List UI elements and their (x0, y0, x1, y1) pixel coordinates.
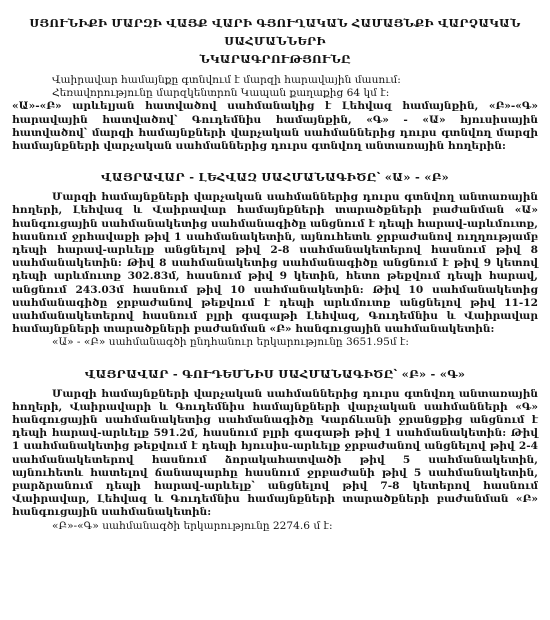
intro-borders: «Ա»-«Բ» արևելյան հատվածով սահմանակից է Լեհվազ համայնքին, «Բ»-«Գ» հարավային հատվածով՝ Գուդեմնիս համայնքին, «Գ» - «Ա» հյուսիսային հատվածով՝ մարզի համայնքների վարչական սահմաններից դուրս գտնվող մարզի համայնքների վարչական սահմաններից դուրս գտնվող անտառային հողերին: (12, 100, 538, 153)
section-1-heading: ՎԱՅՐԱՎԱՐ - ԼԵՀՎԱԶ ՍԱՀՄԱՆԱԳԻԾԸ՝ «Ա» - «Բ» (101, 170, 449, 185)
intro-location: Վաիրավար համայնքը գտնվում է մարզի հարավային մասում: (52, 74, 401, 86)
intro-distance: Հեռավորությունը մարզկենտրոն Կապան քաղաքից 64 կմ է: (52, 87, 390, 100)
spacer (12, 350, 538, 360)
section-1-description: Մարզի համայնքների վարչական սահմաններից դուրս գտնվող անտառային հողերի, Լեհվազ և Վաիրավար համայնքների տարածքների բաժանման «Ա» հանգուցային սահմանակետից սահմանագիծը անցնում է դեպի հարավ-արևմուտք, հասնում ջրհավաքի թիվ 1 սահմանակետին, այնուհետև ջրբաժանով ուղղությամբ դեպի հարավ-արևելք անցնելով թիվ 2-8 սահմանակետերով հասնում թիվ 8 սահմանակետին: Թիվ 8 սահմանակետից սահմանագիծը անցնում է թիվ 9 կետով դեպի արևմուտք 302.83մ, հասնում թիվ 9 կետին, հետո թեքվում դեպի հարավ, անցնում 243.03մ հասնում թիվ 10 սահմանակետին: Թիվ 10 սահմանակետից սահմանագիծը ջրբաժանով թեքվում է դեպի արևմուտք անցնելով թիվ 11-12 սահմանակետերով հասնում բլրի գագաթի Լեհվազ, Գուդեմնիս և Վաիրավար համայնքների տարածքների բաժանման «Բ» հանգուցային սահմանակետին: (12, 191, 538, 336)
section-2-length: «Բ»-«Գ» սահմանագծի երկարությունը 2274.6 մ է: (52, 519, 333, 532)
section-2-heading: ՎԱՅՐԱՎԱՐ - ԳՈՒԴԵՄՆԻՍ ՍԱՀՄԱՆԱԳԻԾԸ՝ «Բ» - «Գ» (84, 366, 466, 381)
document-title-line-2: ՆԿԱՐԱԳՐՈՒԹՅՈՒՆԸ (199, 52, 351, 66)
section-1-length: «Ա» - «Բ» սահմանագծի ընդհանուր երկարությունը 3651.95մ է: (52, 336, 410, 349)
spacer (12, 153, 538, 163)
section-2-description: Մարզի համայնքների վարչական սահմաններից դուրս գտնվող անտառային հողերի, Վաիրավարի և Գուդեմնիս համայնքների վարչական սահմանների «Գ» հանգուցային սահմանակետից սահմանագիծը Կարճևանի ջրանցքից անցնում է դեպի հարավ-արևելք 591.2մ, հասնում բլրի գագաթի թիվ 1 սահմանակետին: Թիվ 1 սահմանակետից թեքվում է դեպի հյուսիս-արևելք ջրբաժանով անցնելով թիվ 2-4 սահմանակետերով հասնում ձորակահատվածի թիվ 5 սահմանակետին, այնուհետև հատելով ճանապարհը հասնում ջրբաժանի թիվ 5 սահմանակետին, բարձրանում դեպի հարավ-արևելք՝ անցնելով թիվ 7-8 կետերով հասնում Վաիրավար, Լեհվազ և Գուդեմնիս համայնքների տարածքների բաժանման «Բ» հանգուցային սահմանակետին: (12, 387, 538, 519)
document-title-line-1: ՍՅՈՒՆԻՔԻ ՄԱՐԶԻ ՎԱՅՔ ՎԱՐԻ ԳՅՈՒՂԱԿԱՆ ՀԱՄԱՅՆՔԻ ՎԱՐՉԱԿԱՆ ՍԱՀՄԱՆՆԵՐԻ (29, 16, 521, 48)
